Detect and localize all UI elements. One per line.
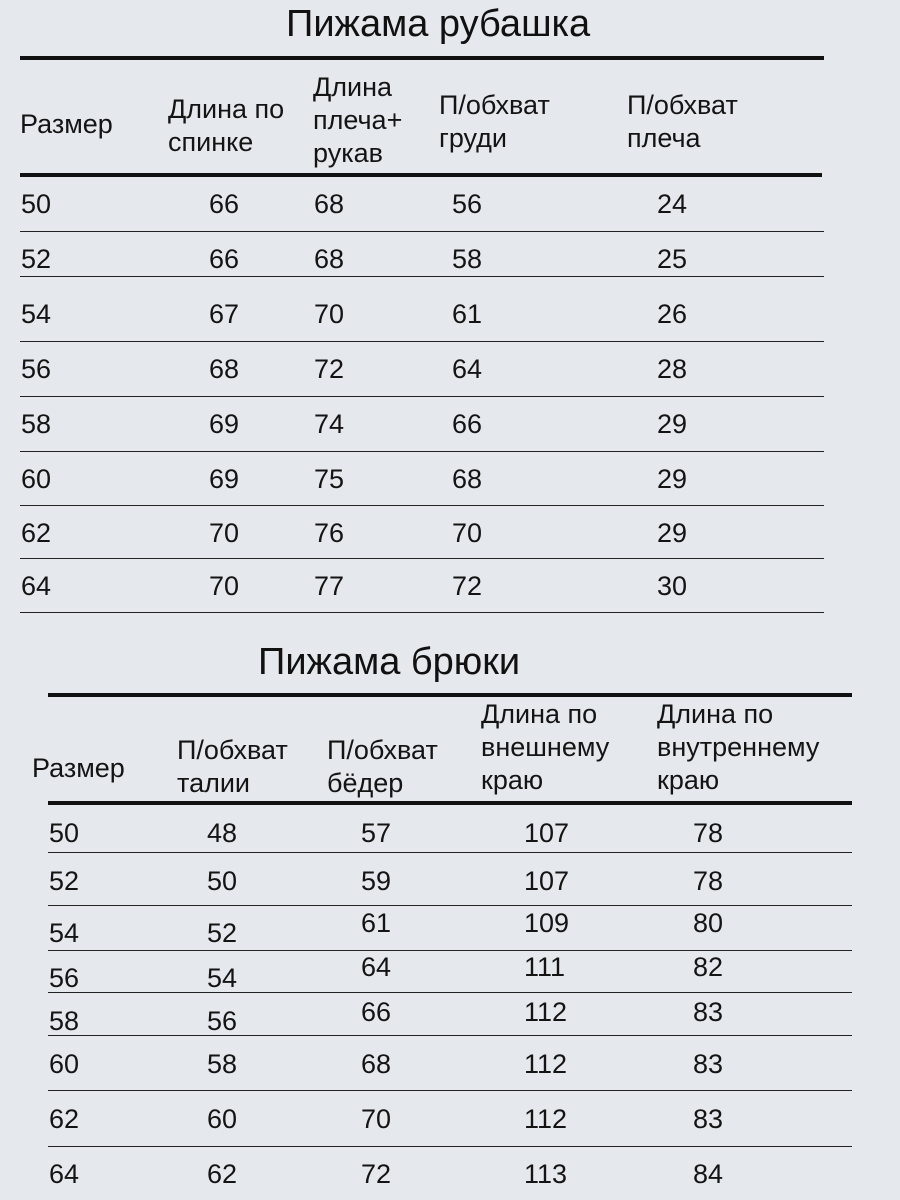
pants-row-divider	[48, 950, 852, 951]
pants-cell: 112	[524, 1104, 568, 1134]
shirt-cell: 70	[314, 299, 345, 329]
pants-row-divider	[48, 905, 852, 906]
pants-top-rule	[48, 693, 852, 697]
shirt-row-divider	[20, 612, 824, 613]
shirt-header-rule	[20, 173, 822, 177]
shirt-top-rule	[20, 56, 824, 60]
shirt-cell: 64	[452, 354, 483, 384]
pants-row-divider	[48, 1090, 852, 1091]
pants-cell: 112	[524, 1049, 568, 1079]
pants-cell: 68	[361, 1049, 392, 1079]
shirt-row-divider	[20, 396, 824, 397]
shirt-row-divider	[20, 341, 824, 342]
pants-cell: 64	[49, 1159, 80, 1189]
shirt-header-shoulder: П/обхват плеча	[627, 90, 738, 153]
pants-cell: 56	[207, 1006, 238, 1036]
shirt-cell: 66	[209, 244, 240, 274]
pants-cell: 84	[693, 1159, 724, 1189]
pants-header-hips: П/обхват бёдер	[327, 735, 438, 798]
shirt-row-divider	[20, 451, 824, 452]
pants-header-waist: П/обхват талии	[177, 735, 288, 798]
pants-cell: 82	[693, 952, 724, 982]
shirt-header-back-length: Длина по спинке	[168, 94, 285, 157]
pants-row-divider	[48, 1035, 852, 1036]
pants-cell: 66	[361, 997, 392, 1027]
pants-cell: 111	[524, 952, 566, 982]
pants-cell: 113	[524, 1159, 568, 1189]
shirt-cell: 70	[209, 518, 240, 548]
pants-cell: 48	[207, 818, 238, 848]
shirt-cell: 54	[21, 299, 52, 329]
shirt-cell: 29	[657, 464, 688, 494]
pants-cell: 57	[361, 818, 392, 848]
shirt-cell: 56	[21, 354, 52, 384]
pants-cell: 59	[361, 866, 392, 896]
shirt-cell: 66	[452, 409, 483, 439]
pants-cell: 62	[207, 1159, 238, 1189]
pants-cell: 107	[524, 818, 570, 848]
pants-header-rule	[48, 801, 852, 805]
pants-row-divider	[48, 1146, 852, 1147]
pants-header-outer-length: Длина по внешнему краю	[481, 699, 610, 795]
pants-cell: 107	[524, 866, 570, 896]
shirt-row-divider	[20, 231, 824, 232]
pants-cell: 60	[207, 1104, 238, 1134]
pants-header-inner-length: Длина по внутреннему краю	[657, 699, 820, 795]
shirt-cell: 61	[452, 299, 483, 329]
pants-cell: 80	[693, 908, 724, 938]
shirt-cell: 72	[452, 571, 483, 601]
shirt-cell: 28	[657, 354, 688, 384]
shirt-cell: 72	[314, 354, 345, 384]
shirt-cell: 58	[452, 244, 483, 274]
shirt-cell: 29	[657, 409, 688, 439]
pants-header-size: Размер	[32, 753, 125, 783]
shirt-cell: 70	[452, 518, 483, 548]
pants-cell: 70	[361, 1104, 392, 1134]
pants-cell: 72	[361, 1159, 392, 1189]
shirt-header-sleeve-length: Длина плеча+ рукав	[313, 72, 403, 168]
pants-cell: 58	[207, 1049, 238, 1079]
shirt-cell: 29	[657, 518, 688, 548]
shirt-cell: 69	[209, 464, 240, 494]
pants-cell: 109	[524, 908, 570, 938]
shirt-row-divider	[20, 276, 824, 277]
pants-cell: 50	[49, 818, 80, 848]
pants-cell: 60	[49, 1049, 80, 1079]
shirt-cell: 68	[314, 244, 345, 274]
shirt-cell: 58	[21, 409, 52, 439]
pants-cell: 83	[693, 1104, 724, 1134]
shirt-cell: 75	[314, 464, 345, 494]
shirt-header-size: Размер	[20, 109, 113, 139]
pants-cell: 50	[207, 866, 238, 896]
shirt-cell: 56	[452, 189, 483, 219]
shirt-table-title: Пижама рубашка	[286, 3, 591, 45]
pants-cell: 78	[693, 866, 724, 896]
shirt-cell: 24	[657, 189, 688, 219]
shirt-cell: 70	[209, 571, 240, 601]
pants-cell: 56	[49, 963, 80, 993]
pants-table-title: Пижама брюки	[258, 641, 521, 683]
pants-cell: 64	[361, 952, 392, 982]
pants-cell: 83	[693, 1049, 724, 1079]
shirt-row-divider	[20, 558, 824, 559]
shirt-cell: 67	[209, 299, 240, 329]
shirt-cell: 50	[21, 189, 52, 219]
shirt-cell: 68	[452, 464, 483, 494]
pants-row-divider	[48, 992, 852, 993]
shirt-cell: 77	[314, 571, 345, 601]
shirt-cell: 26	[657, 299, 688, 329]
shirt-cell: 68	[314, 189, 345, 219]
pants-cell: 112	[524, 997, 568, 1027]
shirt-cell: 62	[21, 518, 52, 548]
shirt-header-chest: П/обхват груди	[439, 90, 550, 153]
pants-cell: 54	[49, 918, 80, 948]
shirt-cell: 68	[209, 354, 240, 384]
pants-cell: 78	[693, 818, 724, 848]
pants-cell: 83	[693, 997, 724, 1027]
pants-row-divider	[48, 852, 852, 853]
shirt-cell: 64	[21, 571, 52, 601]
pants-cell: 54	[207, 963, 238, 993]
pants-cell: 58	[49, 1006, 80, 1036]
pants-cell: 61	[361, 908, 392, 938]
pants-cell: 52	[207, 918, 238, 948]
shirt-cell: 69	[209, 409, 240, 439]
pants-cell: 62	[49, 1104, 80, 1134]
shirt-row-divider	[20, 505, 824, 506]
shirt-cell: 60	[21, 464, 52, 494]
shirt-cell: 25	[657, 244, 688, 274]
shirt-cell: 74	[314, 409, 345, 439]
shirt-cell: 52	[21, 244, 52, 274]
shirt-cell: 76	[314, 518, 345, 548]
shirt-cell: 66	[209, 189, 240, 219]
shirt-cell: 30	[657, 571, 688, 601]
pants-cell: 52	[49, 866, 80, 896]
